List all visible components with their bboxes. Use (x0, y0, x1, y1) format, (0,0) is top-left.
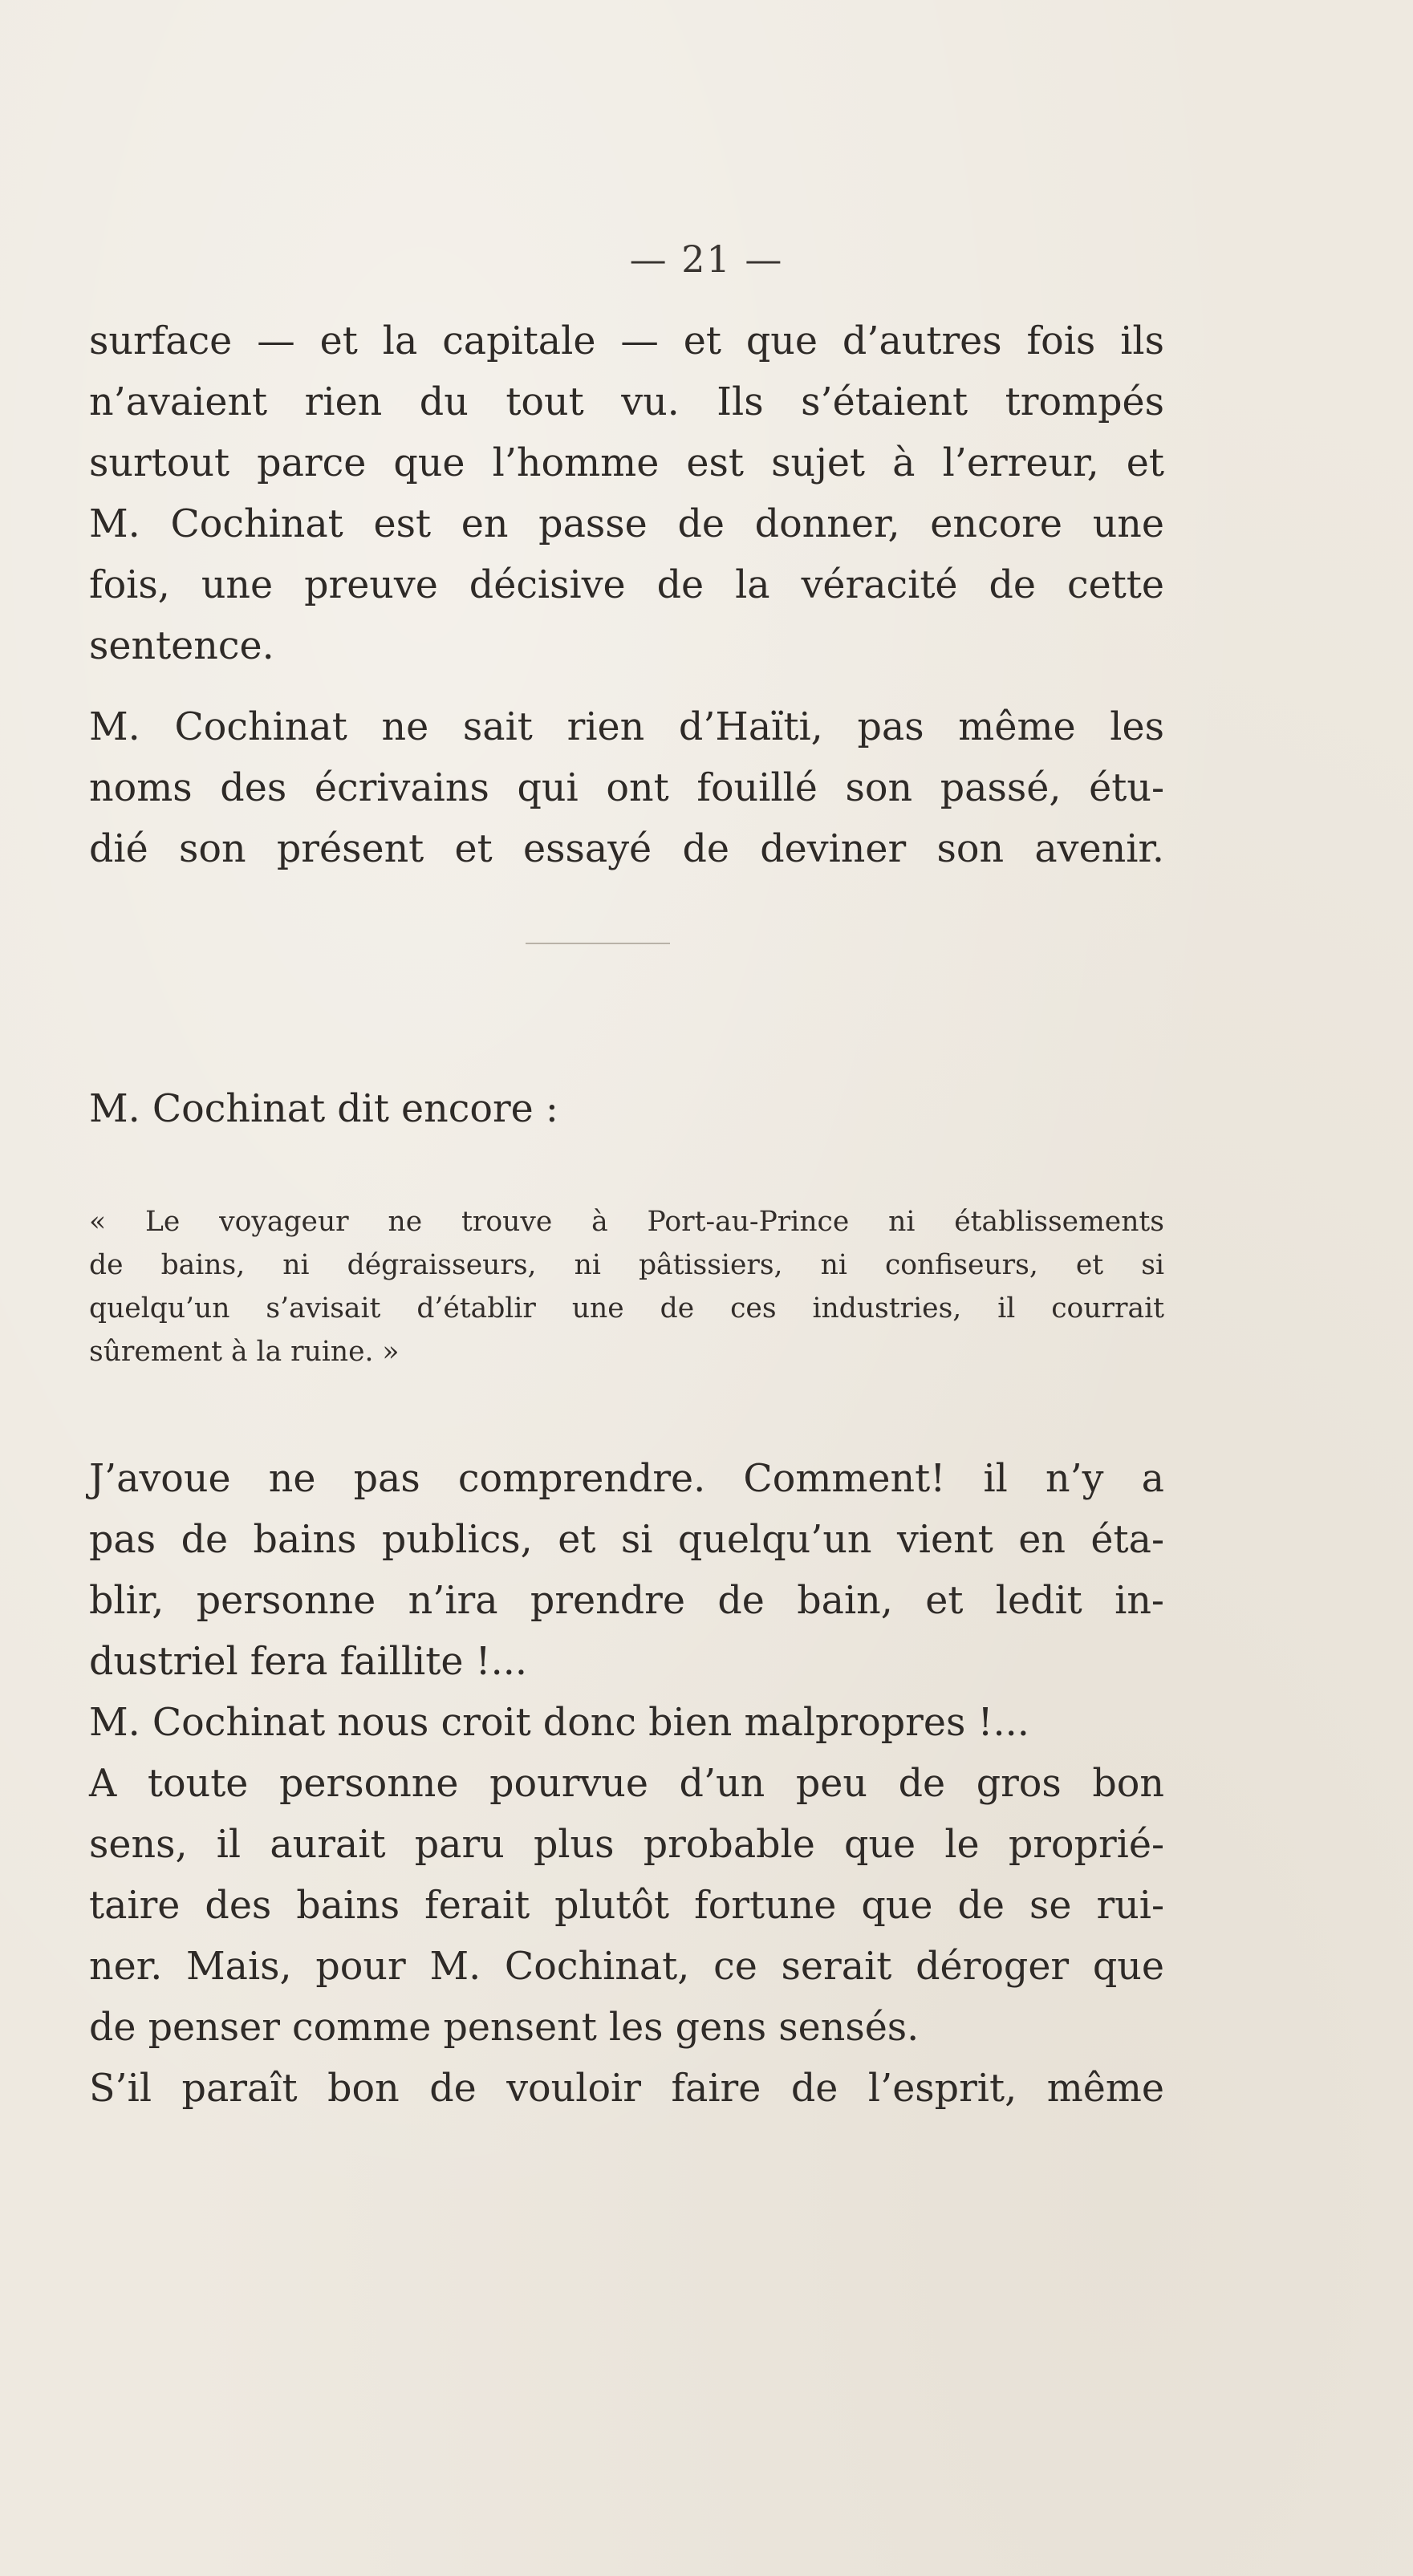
text-line: pas de bains publics, et si quelqu’un vient en éta- (89, 1518, 1164, 1562)
text-line: taire des bains ferait plutôt fortune que de se rui- (89, 1884, 1164, 1928)
paragraph-1 (89, 311, 1164, 677)
text-line: ner. Mais, pour M. Cochinat, ce serait déroger que (89, 1945, 1164, 1989)
text-line: sentence. (89, 624, 274, 668)
text-line: fois, une preuve décisive de la véracité de cette (89, 563, 1164, 607)
text-line: sens, il aurait paru plus probable que le proprié- (89, 1823, 1164, 1867)
text-line: J’avoue ne pas comprendre. Comment! il n’y a (89, 1457, 1164, 1501)
text-line: M. Cochinat est en passe de donner, encore une (89, 502, 1164, 546)
paragraph-3 (89, 1079, 1164, 1140)
paragraph-4 (89, 1449, 1164, 1693)
text-line: M. Cochinat nous croit donc bien malpropres !... (89, 1701, 1029, 1745)
text-line: de penser comme pensent les gens sensés. (89, 2006, 920, 2050)
text-line: n’avaient rien du tout vu. Ils s’étaient trompés (89, 380, 1164, 424)
section-divider (526, 943, 670, 944)
text-line: S’il paraît bon de vouloir faire de l’esprit, même (89, 2067, 1164, 2111)
text-line: dustriel fera faillite !... (89, 1640, 527, 1684)
quote-line: sûrement à la ruine. » (89, 1336, 400, 1368)
page-number: — 21 — (629, 237, 784, 281)
quote-line: « Le voyageur ne trouve à Port-au-Prince ni établissements (89, 1206, 1164, 1238)
paragraph-7 (89, 2059, 1164, 2120)
text-line: dié son présent et essayé de deviner son avenir. (89, 827, 1164, 871)
block-quote (89, 1200, 1164, 1373)
text-line: surface — et la capitale — et que d’autres fois ils (89, 319, 1164, 363)
paragraph-6 (89, 1754, 1164, 2059)
text-line: M. Cochinat ne sait rien d’Haïti, pas même les (89, 705, 1164, 749)
text-line: M. Cochinat dit encore : (89, 1087, 558, 1131)
text-line: noms des écrivains qui ont fouillé son passé, étu- (89, 766, 1164, 810)
paragraph-5 (89, 1693, 1164, 1754)
text-line: surtout parce que l’homme est sujet à l’erreur, et (89, 441, 1164, 485)
text-line: A toute personne pourvue d’un peu de gros bon (89, 1762, 1164, 1806)
paragraph-2 (89, 697, 1164, 880)
quote-line: de bains, ni dégraisseurs, ni pâtissiers, ni confiseurs, et si (89, 1249, 1164, 1281)
text-line: blir, personne n’ira prendre de bain, et ledit in- (89, 1579, 1164, 1623)
quote-line: quelqu’un s’avisait d’établir une de ces industries, il courrait (89, 1292, 1164, 1325)
